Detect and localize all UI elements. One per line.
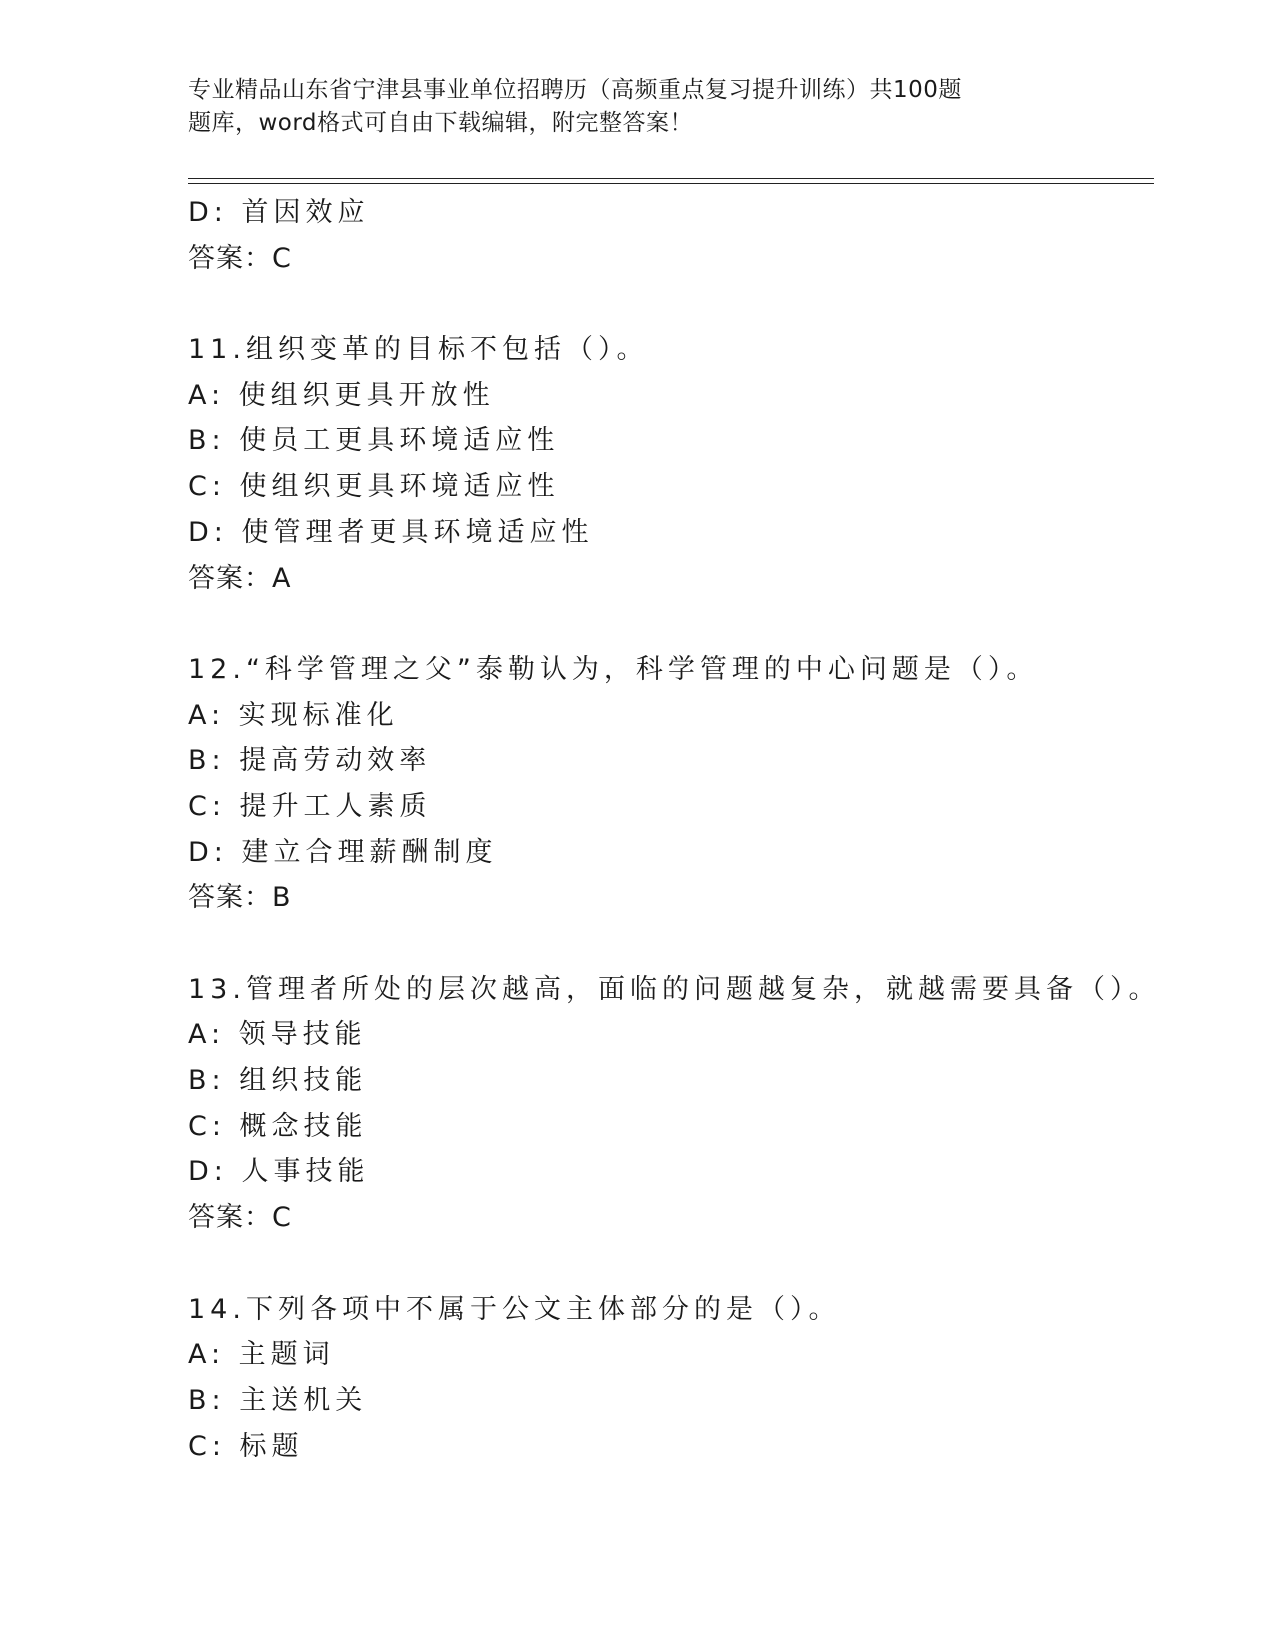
option-d: D: 建立合理薪酬制度 <box>188 836 498 868</box>
spacer <box>188 601 1148 647</box>
option-b: B: 主送机关 <box>188 1384 368 1416</box>
answer-label: 答案： <box>188 1202 272 1234</box>
answer-value: C <box>272 1202 292 1234</box>
header-title-line-2: 题库，word格式可自由下载编辑，附完整答案！ <box>188 110 694 136</box>
question-block-12 <box>188 647 1148 921</box>
option-a: A: 使组织更具开放性 <box>188 379 495 411</box>
option-b: B: 使员工更具环境适应性 <box>188 425 560 457</box>
answer-value: C <box>272 242 292 274</box>
answer-value: B <box>272 882 292 914</box>
question-block-13 <box>188 967 1161 1241</box>
option-b: B: 组织技能 <box>188 1065 368 1097</box>
option-a: A: 领导技能 <box>188 1019 367 1051</box>
question-stem: 14.下列各项中不属于公文主体部分的是（）。 <box>188 1293 841 1325</box>
header-divider-bottom <box>188 183 1154 184</box>
option-d: D: 首因效应 <box>188 197 370 228</box>
answer-label: 答案： <box>188 242 272 274</box>
option-b: B: 提高劳动效率 <box>188 745 432 777</box>
option-d: D: 使管理者更具环境适应性 <box>188 516 594 548</box>
document-header <box>188 74 1048 140</box>
answer-label: 答案： <box>188 562 272 594</box>
header-divider-top <box>188 178 1154 179</box>
option-d: D: 人事技能 <box>188 1156 370 1188</box>
answer-label: 答案： <box>188 882 272 914</box>
header-title-line-1: 专业精品山东省宁津县事业单位招聘历（高频重点复习提升训练）共100题 <box>188 77 962 103</box>
option-c: C: 使组织更具环境适应性 <box>188 471 560 503</box>
answer-value: A <box>272 562 292 594</box>
answer-line <box>188 236 1148 282</box>
question-stem: 13.管理者所处的层次越高，面临的问题越复杂，就越需要具备（）。 <box>188 973 1161 1005</box>
spacer <box>188 921 1148 967</box>
option-c: C: 标题 <box>188 1430 304 1462</box>
answer-line <box>188 556 1148 602</box>
option-a: A: 实现标准化 <box>188 699 399 731</box>
option-c: C: 概念技能 <box>188 1110 368 1142</box>
answer-line <box>188 875 1148 921</box>
question-block-14 <box>188 1287 1148 1470</box>
option-c: C: 提升工人素质 <box>188 790 432 822</box>
question-stem: 11.组织变革的目标不包括（）。 <box>188 334 649 366</box>
question-block-11 <box>188 327 1148 601</box>
option-a: A: 主题词 <box>188 1339 335 1371</box>
spacer <box>188 281 1148 327</box>
question-list <box>188 190 1161 1469</box>
question-stem: 12.“科学管理之父”泰勒认为，科学管理的中心问题是（）。 <box>188 653 1039 685</box>
answer-line <box>188 1195 1148 1241</box>
spacer <box>188 1241 1148 1287</box>
